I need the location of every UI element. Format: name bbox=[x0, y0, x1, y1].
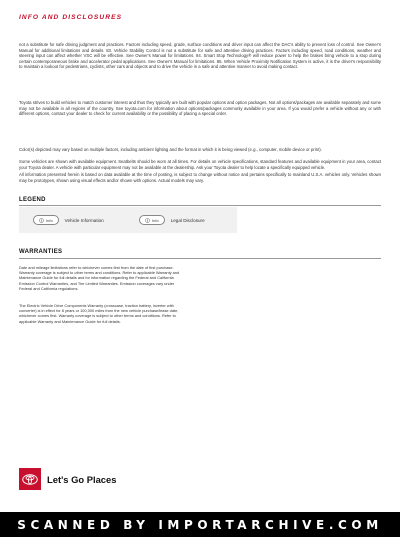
disclosure-paragraph bbox=[19, 159, 381, 170]
warranty-paragraph: The Electric Vehicle Drive Components Warranty (crosscase, traction battery, inverter with converter) is in effect for 8 years or 100,000 miles from the new vehicle purchase/lease date, whichever comes first. Warranty coverage is subject to other terms and conditions. Refer to applicable Warranty and Maintenance Guide for full details. bbox=[19, 303, 179, 324]
page-title: INFO AND DISCLOSURES bbox=[19, 14, 123, 21]
pill-label: Info bbox=[46, 217, 53, 223]
brand-tagline: Let's Go Places bbox=[47, 473, 117, 485]
legend-label: Legal Disclosure bbox=[170, 217, 205, 223]
pill-label: Info bbox=[152, 217, 159, 223]
info-icon bbox=[145, 218, 150, 223]
disclosure-paragraph bbox=[19, 100, 381, 117]
toyota-emblem-icon bbox=[22, 474, 38, 485]
disclosure-paragraph bbox=[19, 172, 381, 183]
paragraph-text: Toyota strives to build vehicles to match customer interest and thus they typically are built with popular options and option packages. Not all options/packages are available separately and some may not be available in all regions of the country. See toyota.com for information about options/packages commonly available in your area. If you would prefer a vehicle without any or with different options, contact your dealer to check for current availability or the possibility of placing a special order. bbox=[19, 100, 381, 116]
legend-label: Vehicle Information bbox=[64, 217, 104, 223]
divider bbox=[19, 258, 381, 259]
divider bbox=[19, 205, 381, 206]
info-icon bbox=[39, 218, 44, 223]
paragraph-text: Color(s) depicted may vary based on multiple factors, including ambient lighting and the format in which it is being viewed (e.g., computer, mobile device or print). bbox=[19, 147, 322, 152]
paragraph-text: All information presented herein is based on data available at the time of posting, is subject to change without notice and pertains specifically to mainland U.S.A. vehicles only. Vehicles shown may be prototypes, shown using visual effects and/or shown with options. Actual models may vary. bbox=[19, 172, 381, 183]
legend-item-legal-disclosure bbox=[139, 215, 205, 225]
disclosure-paragraph bbox=[19, 42, 381, 70]
scan-footer bbox=[0, 512, 400, 537]
legend-heading: LEGEND bbox=[19, 197, 46, 203]
info-pill bbox=[139, 215, 165, 225]
paragraph-text: not a substitute for safe driving judgment and practices. Factors including speed, grade, surface conditions and driver input can affect the DAC's ability to prevent loss of control. See Owner's Manual for additional limitations and details. 83. Vehicle Stability Control is not a substitute for safe and attentive driving practices. Factors including speed, road conditions, weather and steering input can affect whether VSC will be effective. See Owner's Manual for limitations. 84. Smart Stop Technology® will reduce power to help the brakes bring vehicle to a stop during certain contemporaneous brake and accelerator pedal applications. See Owner's Manual for limitations. 85. When Vehicle Proximity Notification System is active, it is the driver's responsibility to maintain a lookout for pedestrians, cyclists, other cars and objects and to drive the vehicle in a safe and attentive manner to avoid making contact. bbox=[19, 42, 381, 69]
paragraph-text: Some vehicles are shown with available equipment. Seatbelts should be worn at all times. For details on vehicle specifications, standard features and available equipment in your area, contact your Toyota dealer. A vehicle with particular equipment may not be available at the dealership. Ask your Toyota dealer to help locate a specifically equipped vehicle. bbox=[19, 159, 381, 170]
info-pill bbox=[33, 215, 59, 225]
toyota-logo bbox=[19, 468, 41, 490]
legend-box bbox=[19, 207, 237, 233]
disclosure-paragraph bbox=[19, 147, 381, 153]
legend-item-vehicle-information bbox=[33, 215, 104, 225]
warranty-paragraph: Date and mileage limitations refer to whichever comes first from the date of first purchase. Warranty coverage is subject to other terms and conditions. Refer to applicable Warranty and Maintenance Guide for full details and for information regarding the Federal and California Emission Control Warranties, and Tire Limited Warranties. Emission coverages vary under Federal and California regulations. bbox=[19, 265, 180, 291]
brand-block bbox=[19, 468, 116, 490]
scan-credit-text: SCANNED BY IMPORTARCHIVE.COM bbox=[17, 517, 383, 532]
warranties-heading: WARRANTIES bbox=[19, 249, 63, 255]
